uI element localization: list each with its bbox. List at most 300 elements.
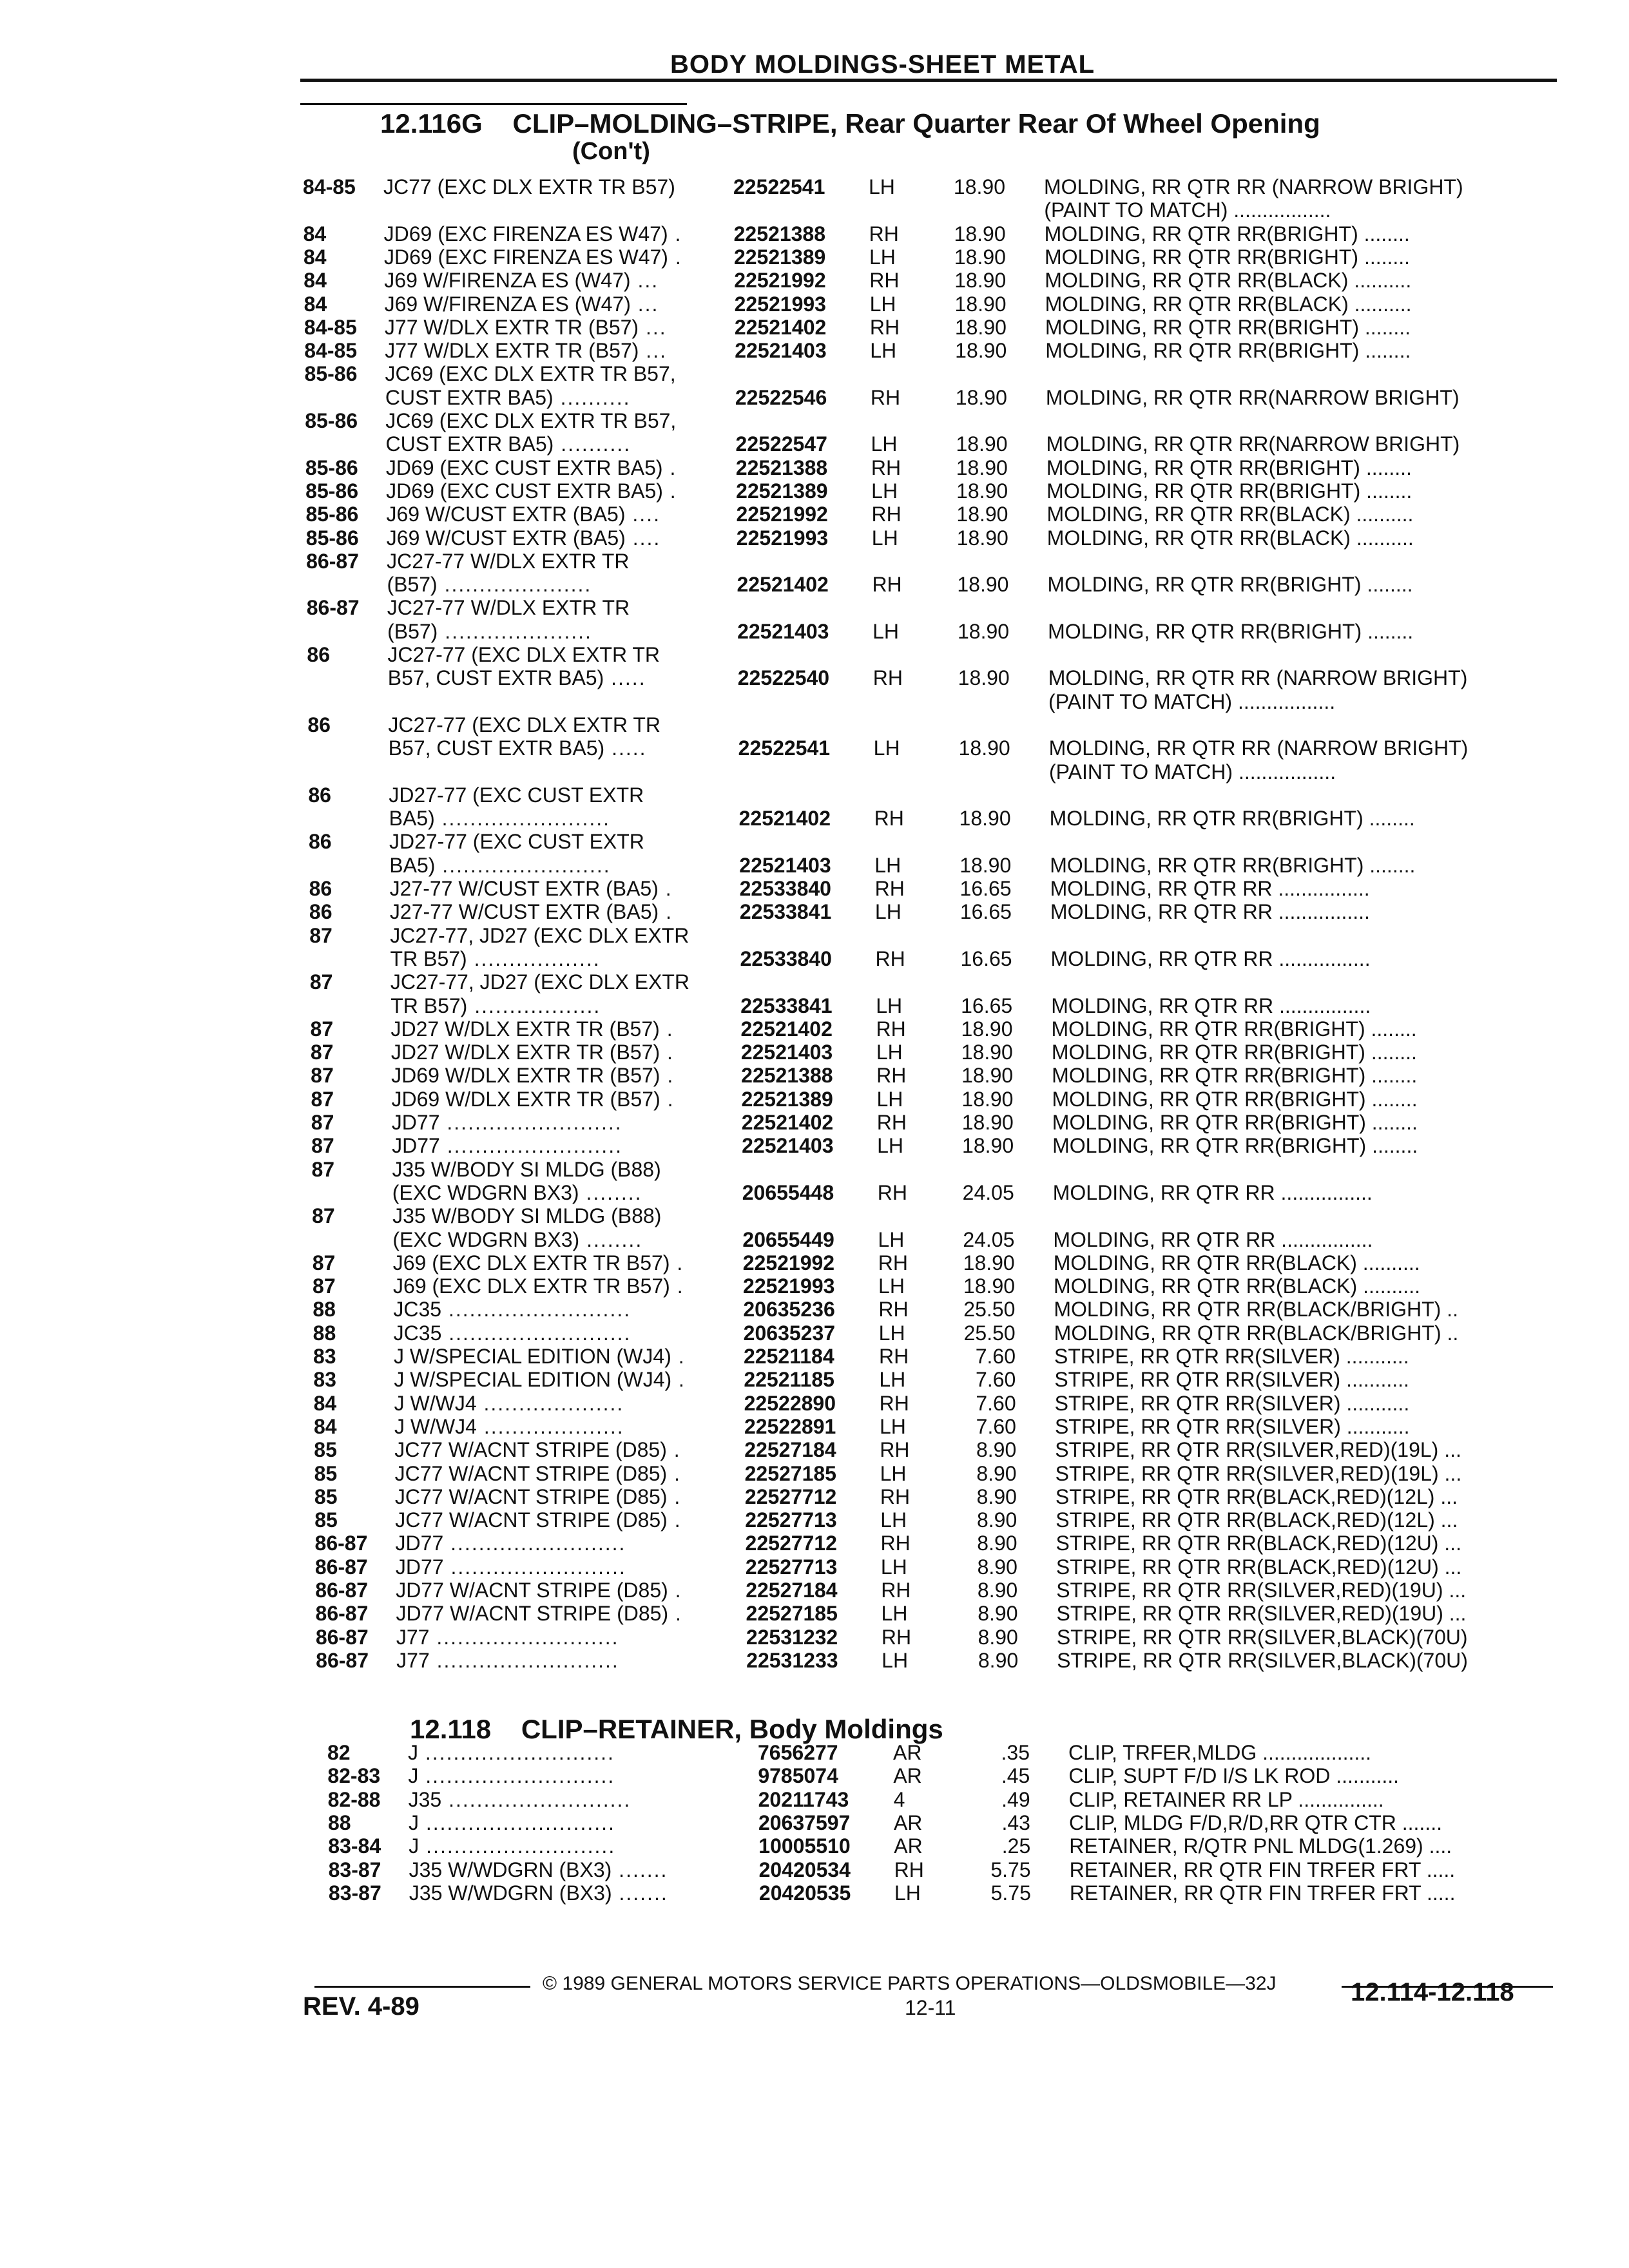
row-application bbox=[396, 1649, 744, 1672]
row-description: (PAINT TO MATCH) ................. bbox=[1048, 689, 1336, 713]
row-part-number: 22521402 bbox=[741, 1111, 834, 1134]
row-year: 88 bbox=[313, 1321, 336, 1345]
row-quantity: LH bbox=[873, 736, 900, 760]
row-leader-dots: ..................... bbox=[437, 573, 592, 597]
row-leader-dots: ... bbox=[630, 269, 659, 293]
row-year: 87 bbox=[309, 923, 333, 947]
row-app-text: J35 W/BODY SI MLDG (B88) bbox=[392, 1204, 662, 1228]
row-part-number: 22531232 bbox=[746, 1625, 838, 1649]
section-number: 12.118 bbox=[410, 1714, 492, 1744]
row-quantity: 4 bbox=[893, 1787, 905, 1811]
row-application bbox=[409, 1834, 757, 1858]
row-description: MOLDING, RR QTR RR (NARROW BRIGHT) bbox=[1048, 666, 1468, 690]
row-leader-dots: .......................... bbox=[441, 1321, 631, 1345]
row-price: 7.60 bbox=[976, 1414, 1016, 1438]
row-application bbox=[385, 409, 733, 432]
row-part-number: 22533841 bbox=[740, 994, 833, 1017]
row-leader-dots: . bbox=[670, 1274, 684, 1298]
row-description: STRIPE, RR QTR RR(SILVER,RED)(19U) ... bbox=[1056, 1602, 1467, 1626]
row-part-number: 22521388 bbox=[741, 1064, 833, 1088]
row-app-text: J69 (EXC DLX EXTR TR B57) bbox=[393, 1274, 670, 1298]
row-app-text: CUST EXTR BA5) bbox=[385, 432, 554, 456]
header-rule-thin bbox=[300, 103, 687, 105]
row-app-text: JC27-77 W/DLX EXTR TR bbox=[387, 596, 630, 620]
row-leader-dots: .......... bbox=[553, 385, 631, 409]
row-year: 85 bbox=[314, 1438, 337, 1462]
row-app-text: JD69 (EXC FIRENZA ES W47) bbox=[383, 222, 668, 245]
row-description: MOLDING, RR QTR RR(BRIGHT) ........ bbox=[1051, 1017, 1417, 1041]
row-price: 16.65 bbox=[959, 900, 1012, 924]
row-quantity: LH bbox=[876, 1087, 903, 1111]
row-application bbox=[390, 877, 738, 900]
row-part-number: 22521403 bbox=[735, 339, 827, 363]
row-application bbox=[387, 573, 735, 596]
row-description: MOLDING, RR QTR RR(BLACK) .......... bbox=[1046, 526, 1414, 550]
row-quantity: RH bbox=[879, 1391, 909, 1415]
footer-revision: REV. 4-89 bbox=[303, 1992, 419, 2021]
row-application bbox=[384, 245, 732, 269]
row-application bbox=[390, 947, 738, 970]
row-leader-dots: . bbox=[659, 1017, 674, 1041]
row-part-number: 22533841 bbox=[739, 900, 832, 924]
row-price: 18.90 bbox=[961, 1064, 1014, 1088]
row-price: 8.90 bbox=[976, 1485, 1017, 1508]
row-description: (PAINT TO MATCH) ................. bbox=[1044, 198, 1331, 222]
row-quantity: LH bbox=[876, 994, 903, 1017]
row-description: CLIP, MLDG F/D,R/D,RR QTR CTR ....... bbox=[1068, 1811, 1442, 1834]
row-quantity: RH bbox=[881, 1579, 911, 1602]
row-quantity: LH bbox=[870, 339, 897, 363]
footer-section-range: 12.114-12.118 bbox=[1351, 1978, 1514, 2006]
row-description: MOLDING, RR QTR RR(BRIGHT) ........ bbox=[1050, 853, 1416, 877]
row-application bbox=[385, 339, 733, 362]
row-price: 18.90 bbox=[955, 339, 1007, 363]
row-year: 86 bbox=[307, 713, 331, 736]
row-year: 84-85 bbox=[304, 339, 358, 363]
row-description: MOLDING, RR QTR RR(BRIGHT) ........ bbox=[1049, 807, 1415, 831]
row-leader-dots: . bbox=[668, 222, 682, 245]
row-price: 18.90 bbox=[961, 1017, 1013, 1041]
row-application bbox=[408, 1741, 756, 1764]
row-application bbox=[396, 1555, 744, 1579]
row-part-number: 20635237 bbox=[743, 1321, 836, 1345]
row-price: 18.90 bbox=[957, 573, 1009, 597]
page-header: BODY MOLDINGS-SHEET METAL bbox=[670, 50, 1095, 79]
row-quantity: LH bbox=[880, 1555, 907, 1579]
row-description: MOLDING, RR QTR RR(BRIGHT) ........ bbox=[1052, 1087, 1418, 1111]
row-quantity: LH bbox=[871, 479, 898, 503]
row-description: STRIPE, RR QTR RR(SILVER,BLACK)(70U) bbox=[1056, 1625, 1468, 1649]
row-quantity: RH bbox=[876, 1017, 906, 1041]
row-app-text: CUST EXTR BA5) bbox=[385, 385, 554, 409]
row-price: 18.90 bbox=[954, 292, 1007, 316]
row-part-number: 22521403 bbox=[737, 619, 829, 643]
row-leader-dots: .......................... bbox=[441, 1298, 631, 1321]
row-part-number: 22521388 bbox=[735, 456, 828, 479]
row-application bbox=[384, 269, 732, 292]
row-application bbox=[393, 1298, 741, 1321]
row-app-text: J35 W/WDGRN (BX3) bbox=[409, 1881, 612, 1905]
row-part-number: 22521402 bbox=[738, 807, 831, 831]
row-app-text: J69 W/FIRENZA ES (W47) bbox=[384, 269, 631, 293]
row-quantity: RH bbox=[879, 1345, 909, 1368]
row-price: 18.90 bbox=[958, 736, 1010, 760]
row-price: 18.90 bbox=[955, 385, 1007, 409]
row-quantity: LH bbox=[878, 1321, 905, 1345]
row-description: RETAINER, RR QTR FIN TRFER FRT ..... bbox=[1069, 1881, 1456, 1905]
row-leader-dots: .... bbox=[625, 526, 661, 550]
row-app-text: J W/WJ4 bbox=[394, 1391, 477, 1415]
row-quantity: RH bbox=[878, 1298, 909, 1321]
row-price: 8.90 bbox=[978, 1625, 1018, 1649]
row-description: MOLDING, RR QTR RR(BRIGHT) ........ bbox=[1052, 1134, 1418, 1158]
row-price: 18.90 bbox=[954, 245, 1006, 269]
row-leader-dots: ........................... bbox=[418, 1811, 615, 1834]
row-app-text: BA5) bbox=[389, 853, 436, 877]
row-year: 87 bbox=[311, 1087, 334, 1111]
row-app-text: (B57) bbox=[387, 619, 438, 643]
row-application bbox=[394, 1345, 742, 1368]
row-year: 83-87 bbox=[328, 1858, 381, 1881]
row-app-text: JC27-77 W/DLX EXTR TR bbox=[387, 549, 630, 573]
row-application bbox=[385, 362, 733, 385]
section-name: CLIP–RETAINER, Body Moldings bbox=[521, 1714, 943, 1744]
row-quantity: RH bbox=[876, 1111, 907, 1134]
row-description: MOLDING, RR QTR RR (NARROW BRIGHT) bbox=[1044, 175, 1463, 198]
row-application bbox=[388, 666, 736, 689]
row-year: 82-83 bbox=[327, 1764, 381, 1788]
row-quantity: RH bbox=[875, 947, 905, 970]
row-app-text: BA5) bbox=[389, 807, 435, 831]
row-application bbox=[396, 1532, 744, 1555]
row-app-text: J W/SPECIAL EDITION (WJ4) bbox=[394, 1368, 672, 1392]
row-app-text: J bbox=[408, 1811, 419, 1834]
row-app-text: JD69 W/DLX EXTR TR (B57) bbox=[391, 1087, 660, 1111]
row-part-number: 22521993 bbox=[734, 292, 826, 316]
row-description: MOLDING, RR QTR RR(BRIGHT) ........ bbox=[1045, 339, 1411, 363]
row-app-text: J77 W/DLX EXTR TR (B57) bbox=[385, 339, 639, 363]
row-app-text: JD27-77 (EXC CUST EXTR bbox=[389, 830, 644, 854]
row-app-text: JC69 (EXC DLX EXTR TR B57, bbox=[385, 362, 676, 386]
row-application bbox=[392, 1134, 740, 1157]
row-description: MOLDING, RR QTR RR(BLACK) .......... bbox=[1054, 1274, 1420, 1298]
row-application bbox=[387, 550, 735, 573]
row-app-text: B57, CUST EXTR BA5) bbox=[387, 666, 604, 690]
row-app-text: (EXC WDGRN BX3) bbox=[392, 1180, 579, 1204]
row-application bbox=[391, 1088, 739, 1111]
row-price: 25.50 bbox=[963, 1298, 1016, 1321]
row-year: 87 bbox=[312, 1251, 336, 1274]
row-app-text: J W/SPECIAL EDITION (WJ4) bbox=[394, 1345, 671, 1368]
footer-page-number: 12-11 bbox=[905, 1996, 956, 2019]
row-application bbox=[389, 807, 737, 830]
row-quantity: LH bbox=[880, 1508, 907, 1532]
row-quantity: AR bbox=[893, 1811, 923, 1834]
row-application bbox=[385, 293, 733, 316]
row-description: MOLDING, RR QTR RR ................ bbox=[1052, 1180, 1373, 1204]
row-application bbox=[386, 432, 734, 456]
row-year: 85 bbox=[314, 1508, 338, 1532]
section-title-12-116g bbox=[380, 108, 1320, 139]
row-part-number: 22522540 bbox=[737, 666, 830, 690]
row-app-text: J69 W/FIRENZA ES (W47) bbox=[384, 292, 631, 316]
row-leader-dots: ..................... bbox=[438, 619, 592, 643]
row-description: MOLDING, RR QTR RR ................ bbox=[1050, 947, 1371, 970]
row-app-text: JD77 bbox=[391, 1111, 440, 1134]
row-price: 18.90 bbox=[961, 1041, 1013, 1064]
row-part-number: 22522890 bbox=[744, 1391, 836, 1415]
row-description: MOLDING, RR QTR RR(BLACK) .......... bbox=[1045, 292, 1412, 316]
row-price: 7.60 bbox=[976, 1368, 1016, 1392]
row-quantity: RH bbox=[880, 1485, 911, 1508]
row-leader-dots: ....... bbox=[612, 1881, 668, 1905]
row-description: CLIP, SUPT F/D I/S LK ROD ........... bbox=[1068, 1764, 1400, 1788]
row-leader-dots: . bbox=[667, 1485, 682, 1508]
row-app-text: (B57) bbox=[387, 573, 438, 597]
footer-copyright: © 1989 GENERAL MOTORS SERVICE PARTS OPERATIONS—OLDSMOBILE—32J bbox=[543, 1973, 1277, 1994]
row-year: 86 bbox=[307, 643, 330, 666]
row-year: 86-87 bbox=[315, 1625, 369, 1649]
row-app-text: JD69 W/DLX EXTR TR (B57) bbox=[391, 1064, 660, 1088]
row-description: (PAINT TO MATCH) ................. bbox=[1049, 760, 1336, 783]
row-application bbox=[390, 900, 738, 923]
row-description: MOLDING, RR QTR RR(BRIGHT) ........ bbox=[1046, 479, 1412, 503]
row-app-text: J bbox=[408, 1741, 418, 1764]
row-description: MOLDING, RR QTR RR(BRIGHT) ........ bbox=[1052, 1064, 1418, 1088]
row-leader-dots: ........................... bbox=[418, 1741, 615, 1764]
row-quantity: LH bbox=[878, 1227, 905, 1251]
row-application bbox=[396, 1579, 744, 1602]
row-part-number: 22521992 bbox=[736, 503, 828, 526]
row-app-text: J W/WJ4 bbox=[394, 1414, 477, 1438]
row-leader-dots: ... bbox=[639, 315, 667, 339]
row-description: MOLDING, RR QTR RR(BLACK/BRIGHT) .. bbox=[1054, 1298, 1458, 1321]
row-price: .25 bbox=[1001, 1834, 1031, 1858]
row-quantity: LH bbox=[871, 526, 898, 550]
row-part-number: 22522546 bbox=[735, 385, 827, 409]
row-leader-dots: . bbox=[667, 1461, 681, 1485]
row-price: 8.90 bbox=[977, 1532, 1017, 1555]
row-description: CLIP, RETAINER RR LP ............... bbox=[1068, 1787, 1384, 1811]
row-application bbox=[396, 1602, 744, 1625]
row-application bbox=[408, 1764, 756, 1787]
row-year: 86-87 bbox=[316, 1648, 369, 1672]
row-description: MOLDING, RR QTR RR(BRIGHT) ........ bbox=[1045, 315, 1411, 339]
row-leader-dots: ..... bbox=[604, 736, 647, 760]
row-application bbox=[390, 970, 738, 994]
row-price: 18.90 bbox=[961, 1087, 1014, 1111]
row-year: 82-88 bbox=[327, 1787, 381, 1811]
row-price: 18.90 bbox=[958, 619, 1010, 643]
row-part-number: 22522541 bbox=[738, 736, 831, 760]
row-year: 84-85 bbox=[304, 315, 357, 339]
row-part-number: 22533840 bbox=[739, 877, 831, 900]
row-leader-dots: . bbox=[659, 900, 673, 924]
row-part-number: 22522547 bbox=[735, 432, 827, 456]
row-application bbox=[409, 1788, 757, 1811]
row-quantity: AR bbox=[893, 1764, 922, 1788]
row-year: 85-86 bbox=[305, 479, 358, 503]
row-year: 85 bbox=[314, 1461, 338, 1485]
row-quantity: RH bbox=[872, 666, 903, 690]
row-part-number: 9785074 bbox=[758, 1764, 838, 1788]
row-year: 87 bbox=[312, 1204, 335, 1228]
row-year: 87 bbox=[311, 1157, 335, 1181]
row-app-text: JD69 (EXC CUST EXTR BA5) bbox=[385, 456, 663, 479]
row-description: MOLDING, RR QTR RR(NARROW BRIGHT) bbox=[1045, 385, 1460, 409]
row-year: 87 bbox=[311, 1111, 334, 1134]
row-part-number: 20637597 bbox=[758, 1811, 851, 1834]
row-description: STRIPE, RR QTR RR(BLACK,RED)(12L) ... bbox=[1055, 1485, 1458, 1508]
row-part-number: 22521389 bbox=[736, 479, 828, 503]
row-year: 84-85 bbox=[303, 175, 356, 198]
row-price: 8.90 bbox=[977, 1579, 1018, 1602]
row-quantity: LH bbox=[877, 1134, 904, 1158]
row-leader-dots: .......................... bbox=[441, 1787, 631, 1811]
row-description: MOLDING, RR QTR RR(BRIGHT) ........ bbox=[1044, 245, 1411, 269]
row-part-number: 22521389 bbox=[741, 1087, 833, 1111]
row-description: MOLDING, RR QTR RR (NARROW BRIGHT) bbox=[1048, 736, 1469, 760]
row-part-number: 22521184 bbox=[744, 1345, 834, 1368]
row-year: 84 bbox=[303, 222, 327, 245]
row-part-number: 20655448 bbox=[742, 1180, 834, 1204]
row-quantity: LH bbox=[881, 1602, 908, 1626]
row-leader-dots: ......................... bbox=[439, 1111, 622, 1134]
footer-rule-left bbox=[314, 1986, 530, 1988]
row-app-text: J77 bbox=[396, 1648, 430, 1672]
row-app-text: JD77 bbox=[395, 1555, 444, 1579]
row-year: 84 bbox=[303, 245, 327, 269]
row-price: 18.90 bbox=[953, 175, 1005, 198]
row-leader-dots: . bbox=[662, 479, 677, 503]
row-app-text: J27-77 W/CUST EXTR (BA5) bbox=[389, 900, 659, 924]
row-app-text: J35 W/WDGRN (BX3) bbox=[409, 1858, 612, 1881]
row-quantity: RH bbox=[881, 1625, 912, 1649]
header-rule bbox=[300, 79, 1557, 82]
row-leader-dots: . bbox=[671, 1345, 686, 1368]
row-year: 88 bbox=[327, 1811, 351, 1834]
row-price: 24.05 bbox=[963, 1227, 1015, 1251]
row-quantity: RH bbox=[880, 1532, 911, 1555]
row-description: MOLDING, RR QTR RR(BRIGHT) ........ bbox=[1048, 619, 1414, 643]
row-quantity: RH bbox=[876, 1064, 907, 1088]
row-app-text: JC35 bbox=[393, 1298, 442, 1321]
row-year: 86 bbox=[309, 877, 333, 900]
row-application bbox=[387, 596, 735, 619]
row-app-text: JD77 W/ACNT STRIPE (D85) bbox=[396, 1579, 668, 1602]
row-quantity: RH bbox=[870, 385, 901, 409]
row-part-number: 22521992 bbox=[742, 1251, 835, 1274]
row-app-text: JD77 bbox=[395, 1532, 444, 1555]
row-quantity: RH bbox=[869, 222, 899, 245]
row-leader-dots: .................. bbox=[467, 994, 601, 1017]
row-price: 18.90 bbox=[962, 1134, 1014, 1158]
row-price: 16.65 bbox=[961, 994, 1013, 1017]
row-part-number: 22521993 bbox=[736, 526, 829, 550]
row-part-number: 22521388 bbox=[733, 222, 825, 245]
row-price: 16.65 bbox=[960, 947, 1012, 970]
row-application bbox=[392, 1228, 740, 1251]
row-app-text: TR B57) bbox=[390, 947, 467, 970]
row-part-number: 22521185 bbox=[744, 1368, 834, 1392]
row-application bbox=[394, 1392, 742, 1415]
row-application bbox=[394, 1321, 742, 1345]
row-year: 85-86 bbox=[305, 456, 358, 479]
row-description: STRIPE, RR QTR RR(SILVER) ........... bbox=[1054, 1345, 1409, 1368]
row-app-text: J35 bbox=[408, 1787, 442, 1811]
row-price: .49 bbox=[1001, 1787, 1030, 1811]
row-leader-dots: .......................... bbox=[429, 1648, 619, 1672]
row-part-number: 22527713 bbox=[745, 1508, 837, 1532]
row-price: 8.90 bbox=[976, 1508, 1017, 1532]
row-leader-dots: . bbox=[670, 1251, 684, 1274]
row-year: 83 bbox=[313, 1368, 336, 1392]
row-year: 85-86 bbox=[305, 526, 359, 550]
row-description: MOLDING, RR QTR RR ................ bbox=[1051, 994, 1371, 1017]
row-year: 86-87 bbox=[306, 596, 360, 620]
row-application bbox=[394, 1368, 742, 1391]
row-quantity: LH bbox=[879, 1368, 906, 1392]
row-leader-dots: ........ bbox=[579, 1180, 642, 1204]
row-part-number: 22527185 bbox=[744, 1461, 836, 1485]
row-part-number: 22521389 bbox=[733, 245, 826, 269]
row-application bbox=[387, 643, 735, 666]
row-app-text: JD27-77 (EXC CUST EXTR bbox=[389, 783, 644, 807]
row-quantity: LH bbox=[869, 245, 896, 269]
row-description: STRIPE, RR QTR RR(SILVER) ........... bbox=[1054, 1368, 1409, 1392]
row-app-text: JC69 (EXC DLX EXTR TR B57, bbox=[385, 409, 677, 432]
row-quantity: RH bbox=[874, 877, 905, 900]
row-quantity: LH bbox=[880, 1461, 907, 1485]
row-part-number: 20420534 bbox=[758, 1858, 851, 1881]
row-price: 18.90 bbox=[956, 479, 1008, 503]
row-application bbox=[396, 1626, 744, 1649]
row-app-text: JD77 bbox=[392, 1134, 440, 1158]
row-quantity: RH bbox=[872, 573, 902, 597]
row-application bbox=[385, 316, 733, 339]
row-leader-dots: . bbox=[671, 1368, 686, 1392]
row-price: 8.90 bbox=[976, 1461, 1017, 1485]
row-application bbox=[390, 994, 738, 1017]
row-year: 86-87 bbox=[314, 1555, 368, 1579]
row-leader-dots: ......................... bbox=[443, 1532, 626, 1555]
row-part-number: 22521403 bbox=[739, 853, 831, 877]
row-part-number: 22527713 bbox=[745, 1555, 838, 1579]
row-price: 8.90 bbox=[976, 1438, 1017, 1462]
row-part-number: 22521402 bbox=[740, 1017, 833, 1041]
row-year: 87 bbox=[311, 1064, 334, 1088]
row-app-text: J35 W/BODY SI MLDG (B88) bbox=[392, 1157, 661, 1181]
row-quantity: LH bbox=[869, 292, 896, 316]
row-year: 86-87 bbox=[315, 1579, 369, 1602]
row-quantity: RH bbox=[880, 1438, 910, 1462]
row-app-text: JC27-77 (EXC DLX EXTR TR bbox=[388, 713, 660, 736]
row-app-text: JC27-77, JD27 (EXC DLX EXTR bbox=[390, 970, 690, 994]
row-app-text: JC77 W/ACNT STRIPE (D85) bbox=[395, 1508, 668, 1532]
row-quantity: RH bbox=[878, 1251, 908, 1274]
row-application bbox=[386, 503, 734, 526]
row-part-number: 7656277 bbox=[758, 1741, 838, 1764]
row-app-text: J69 W/CUST EXTR (BA5) bbox=[386, 526, 626, 550]
row-description: STRIPE, RR QTR RR(SILVER,RED)(19L) ... bbox=[1055, 1438, 1461, 1462]
row-part-number: 22521402 bbox=[737, 573, 829, 597]
row-description: MOLDING, RR QTR RR ................ bbox=[1053, 1227, 1373, 1251]
row-application bbox=[395, 1485, 743, 1508]
row-description: MOLDING, RR QTR RR(BRIGHT) ........ bbox=[1052, 1111, 1418, 1134]
row-price: 25.50 bbox=[963, 1321, 1016, 1345]
row-part-number: 10005510 bbox=[758, 1834, 851, 1858]
row-description: STRIPE, RR QTR RR(BLACK,RED)(12L) ... bbox=[1055, 1508, 1458, 1532]
